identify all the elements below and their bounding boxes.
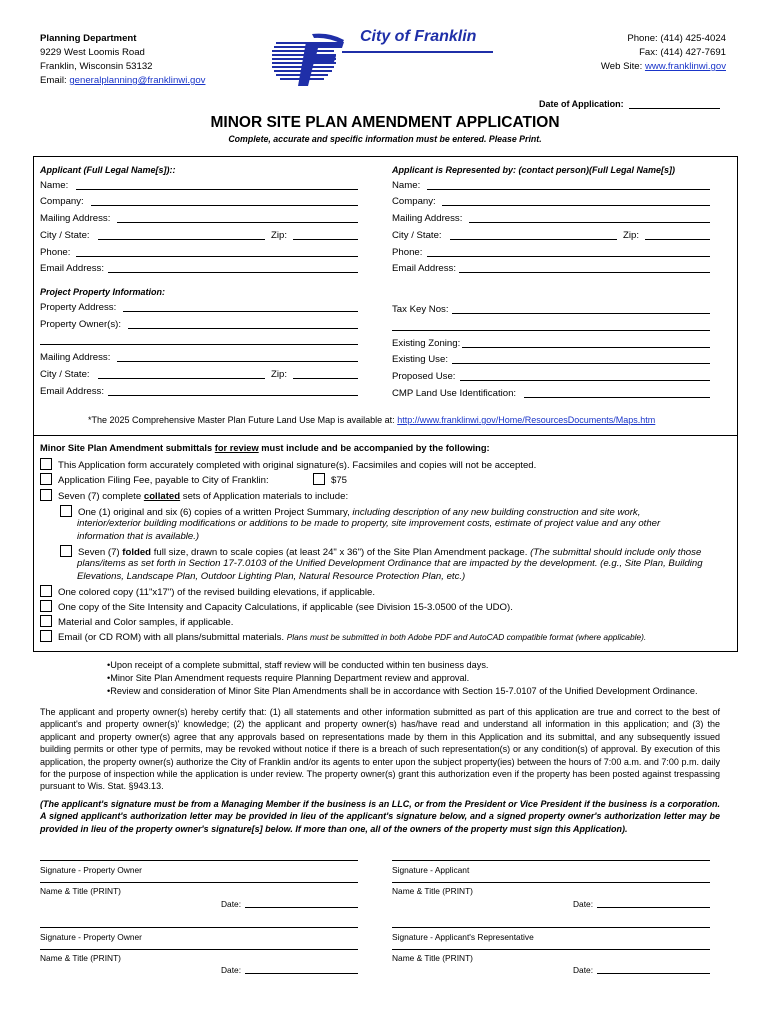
applicant-name-title-label: Name & Title (PRINT) — [392, 886, 473, 896]
property-email-label: Email Address: — [40, 386, 104, 397]
dept-address-line2: Franklin, Wisconsin 53132 — [40, 61, 153, 72]
rep-zip-field[interactable] — [645, 239, 710, 240]
applicant-mailing-label: Mailing Address: — [40, 213, 111, 224]
applicant-email-label: Email Address: — [40, 263, 104, 274]
submittals-heading — [40, 443, 490, 453]
item-3-text-b: sets of Application materials to include: — [180, 491, 349, 502]
applicant-name-label: Name: — [40, 180, 69, 191]
phone-number: Phone: (414) 425-4024 — [627, 33, 726, 44]
item-3-collated: collated — [143, 491, 181, 502]
proposed-use-label: Proposed Use: — [392, 371, 456, 382]
existing-zoning-field[interactable] — [462, 347, 710, 348]
rep-name-line[interactable] — [392, 949, 710, 950]
rep-phone-label: Phone: — [392, 247, 423, 258]
checkbox-filing-fee[interactable] — [40, 473, 52, 485]
section-divider — [33, 435, 738, 436]
property-heading: Project Property Information: — [40, 287, 166, 297]
rep-mailing-label: Mailing Address: — [392, 213, 463, 224]
checkbox-material-samples[interactable] — [40, 615, 52, 627]
owner2-date-label: Date: — [221, 965, 242, 975]
logo-text: City of Franklin — [360, 28, 477, 45]
checkbox-collated-sets[interactable] — [40, 489, 52, 501]
sub1-text-c: interior/exterior building modifications or additions to be made to property, site improvement costs, estimate of project value and any other — [77, 518, 661, 529]
submittals-heading-a: Minor Site Plan Amendment submittals — [40, 443, 215, 453]
applicant-signature-line[interactable] — [392, 860, 710, 861]
rep-date-field[interactable] — [597, 973, 710, 974]
item-7-text-b: Plans must be submitted in both Adobe PDF and AutoCAD compatible format (where applicable). — [286, 632, 647, 642]
applicant-date-field[interactable] — [597, 907, 710, 908]
sub2-text-e: Elevations, Landscape Plan, Outdoor Lighting Plan, Natural Resource Protection Plan, etc.) — [77, 571, 466, 582]
rep-name-label: Name: — [392, 180, 421, 191]
applicant-zip-field[interactable] — [293, 239, 358, 240]
sub1-text-b: including description of any new building construction and site work, — [352, 507, 641, 518]
submittal-item-7 — [40, 630, 646, 643]
rep-company-field[interactable] — [442, 205, 710, 206]
applicant-signature-label: Signature - Applicant — [392, 865, 470, 875]
map-note-text: *The 2025 Comprehensive Master Plan Future Land Use Map is available at: — [88, 415, 395, 425]
dept-address-line1: 9229 West Loomis Road — [40, 47, 145, 58]
sub1-text-a: One (1) original and six (6) copies of a written Project Summary, — [78, 507, 353, 518]
rep-signature-label: Signature - Applicant's Representative — [392, 932, 534, 942]
property-address-field[interactable] — [123, 311, 358, 312]
owner1-date-label: Date: — [221, 899, 242, 909]
applicant-zip-label: Zip: — [271, 230, 287, 241]
date-of-application-label: Date of Application: — [539, 99, 624, 109]
website-row — [601, 61, 726, 72]
dept-email-row — [40, 75, 205, 86]
sub2-text-b: full size, drawn to scale copies (at least 24" x 36") of the Site Plan Amendment package. — [151, 547, 531, 558]
owner2-signature-label: Signature - Property Owner — [40, 932, 142, 942]
email-link[interactable]: generalplanning@franklinwi.gov — [69, 75, 206, 86]
dept-name: Planning Department — [40, 33, 137, 44]
note-bullet-2: •Minor Site Plan Amendment requests require Planning Department review and approval. — [107, 673, 470, 683]
website-label: Web Site: — [600, 61, 643, 72]
owner2-name-line[interactable] — [40, 949, 358, 950]
tax-key-field[interactable] — [452, 313, 710, 314]
city-logo — [272, 28, 496, 92]
item-2-text: Application Filing Fee, payable to City of Franklin: — [58, 475, 269, 486]
existing-use-label: Existing Use: — [392, 354, 448, 365]
applicant-mailing-field[interactable] — [117, 222, 358, 223]
applicant-phone-label: Phone: — [40, 247, 71, 258]
property-owners-label: Property Owner(s): — [40, 319, 122, 330]
checkbox-colored-copy[interactable] — [40, 585, 52, 597]
existing-use-field[interactable] — [452, 363, 710, 364]
item-3-text-a: Seven (7) complete — [58, 491, 144, 502]
checkbox-email-cd[interactable] — [40, 630, 52, 642]
submittal-item-5 — [40, 600, 513, 613]
signature-note: (The applicant's signature must be from a Managing Member if the business is an LLC, or from the President or Vice President if the business is a corporation. A signed applicant's authorization letter may be provided in lieu of the applicant's signature below, and a signed property owner's authorization letter may be provided in lieu of the property owner's signature[s] below. If more than one, all of the owners of the property must sign this Application). — [40, 799, 720, 834]
item-6-text: Material and Color samples, if applicable. — [58, 617, 234, 628]
page-subtitle: Complete, accurate and specific information must be entered. Please Print. — [228, 134, 542, 144]
rep-date-label: Date: — [573, 965, 594, 975]
submittal-item-4 — [40, 585, 375, 598]
checkbox-site-intensity[interactable] — [40, 600, 52, 612]
fax-number: Fax: (414) 427-7691 — [639, 47, 726, 58]
sub-item-plan-copies — [60, 545, 701, 558]
applicant-heading: Applicant (Full Legal Name[s]):: — [40, 165, 176, 175]
rep-mailing-field[interactable] — [469, 222, 710, 223]
applicant-date-label: Date: — [573, 899, 594, 909]
item-4-text: One colored copy (11"x17") of the revised building elevations, if applicable. — [58, 587, 376, 598]
submittal-item-1 — [40, 458, 536, 471]
checkbox-fee-amount[interactable] — [313, 473, 325, 485]
page-title: MINOR SITE PLAN AMENDMENT APPLICATION — [210, 114, 560, 131]
rep-city-label: City / State: — [392, 230, 442, 241]
property-zip-label: Zip: — [271, 369, 287, 380]
existing-zoning-label: Existing Zoning: — [392, 338, 461, 349]
proposed-use-field[interactable] — [460, 380, 710, 381]
sub2-text-a: Seven (7) — [78, 547, 123, 558]
tax-key-label: Tax Key Nos: — [392, 304, 449, 315]
item-1-text: This Application form accurately completed with original signature(s). Facsimiles and copies will not be accepted. — [58, 460, 537, 471]
checkbox-project-summary[interactable] — [60, 505, 72, 517]
map-note-link[interactable]: http://www.franklinwi.gov/Home/ResourcesDocuments/Maps.htm — [397, 415, 656, 425]
email-label: Email: — [40, 75, 67, 86]
sub1-text-d: information that is available.) — [77, 531, 200, 542]
property-email-field[interactable] — [108, 395, 358, 396]
applicant-company-label: Company: — [40, 196, 84, 207]
submittal-item-2 — [40, 473, 269, 486]
owner2-name-label: Name & Title (PRINT) — [40, 953, 121, 963]
certification-paragraph: The applicant and property owner(s) hereby certify that: (1) all statements and other information submitted as part of this application are true and correct to the best of applicant's and property owner(s)' knowledge; (2) the applicant and property owner(s) has/have read and understand all information in this application; and (3) the applicant and property owner(s) agree that any approvals based on representations made by them in this Application and its submittal, and any subsequently issued building permits or other type of permits, may be revoked without notice if there is a breach of such representation(s) or any condition(s) of approval. By execution of this application, the property owner(s) authorize the City of Franklin and/or its agents to enter upon the subject property(ies) between the hours of 7:00 a.m. and 7:00 p.m. daily for the purpose of inspection while the application is under review. The property owner(s) grant this authorization even if the property has been posted against trespassing pursuant to Wis. Stat. §943.13. — [40, 707, 720, 792]
cmp-label: CMP Land Use Identification: — [392, 388, 517, 399]
rep-zip-label: Zip: — [623, 230, 639, 241]
website-link[interactable]: www.franklinwi.gov — [644, 61, 726, 72]
property-city-label: City / State: — [40, 369, 90, 380]
rep-name-title-label: Name & Title (PRINT) — [392, 953, 473, 963]
applicant-city-label: City / State: — [40, 230, 90, 241]
property-mailing-label: Mailing Address: — [40, 352, 111, 363]
rep-email-label: Email Address: — [392, 263, 456, 274]
fee-amount: $75 — [331, 475, 348, 486]
checkbox-plan-copies[interactable] — [60, 545, 72, 557]
property-city-field[interactable] — [98, 378, 265, 379]
sub2-folded: folded — [122, 547, 152, 558]
owner2-date-field[interactable] — [245, 973, 358, 974]
property-mailing-field[interactable] — [117, 361, 358, 362]
sub2-text-d: plans/items as set forth in Section 17-7.0103 of the Unified Development Ordinance that are impacted by the development. (e.g., Site Plan, Building — [77, 558, 703, 569]
applicant-name-field[interactable] — [76, 189, 358, 190]
rep-phone-field[interactable] — [427, 256, 710, 257]
rep-company-label: Company: — [392, 196, 436, 207]
property-address-label: Property Address: — [40, 302, 117, 313]
submittal-item-6 — [40, 615, 233, 628]
owner1-signature-line[interactable] — [40, 860, 358, 861]
owner1-date-field[interactable] — [245, 907, 358, 908]
submittal-item-3 — [40, 489, 348, 502]
applicant-email-field[interactable] — [108, 272, 358, 273]
note-bullet-3: •Review and consideration of Minor Site Plan Amendments shall be in accordance with Section 15-7.0107 of the Unified Development Ordinance. — [107, 686, 698, 696]
item-7-text-a: Email (or CD ROM) with all plans/submittal materials. — [58, 632, 287, 643]
property-owners-field[interactable] — [128, 328, 358, 329]
applicant-company-field[interactable] — [91, 205, 358, 206]
owner2-signature-line[interactable] — [40, 927, 358, 928]
property-zip-field[interactable] — [293, 378, 358, 379]
checkbox-application-form[interactable] — [40, 458, 52, 470]
map-note — [88, 415, 655, 425]
owner1-signature-label: Signature - Property Owner — [40, 865, 142, 875]
tax-key-field-2[interactable] — [392, 330, 710, 331]
sub2-text-c: (The submittal should include only those — [530, 547, 702, 558]
property-owners-field-2[interactable] — [40, 344, 358, 345]
submittals-heading-underlined: for review — [214, 443, 259, 453]
sub-item-project-summary — [60, 505, 640, 518]
rep-email-field[interactable] — [459, 272, 710, 273]
rep-signature-line[interactable] — [392, 927, 710, 928]
note-bullet-1: •Upon receipt of a complete submittal, staff review will be conducted within ten business days. — [107, 660, 489, 670]
cmp-field[interactable] — [524, 397, 710, 398]
rep-name-field[interactable] — [427, 189, 710, 190]
representative-heading: Applicant is Represented by: (contact person)(Full Legal Name[s]) — [392, 165, 676, 175]
applicant-city-field[interactable] — [98, 239, 265, 240]
applicant-phone-field[interactable] — [76, 256, 358, 257]
applicant-name-line[interactable] — [392, 882, 710, 883]
submittals-heading-b: must include and be accompanied by the following: — [258, 443, 490, 453]
owner1-name-label: Name & Title (PRINT) — [40, 886, 121, 896]
rep-city-field[interactable] — [450, 239, 617, 240]
date-of-application-field[interactable] — [629, 108, 720, 109]
owner1-name-line[interactable] — [40, 882, 358, 883]
fee-row — [313, 473, 347, 486]
item-5-text: One copy of the Site Intensity and Capacity Calculations, if applicable (see Division 15-3.0500 of the UDO). — [58, 602, 513, 613]
